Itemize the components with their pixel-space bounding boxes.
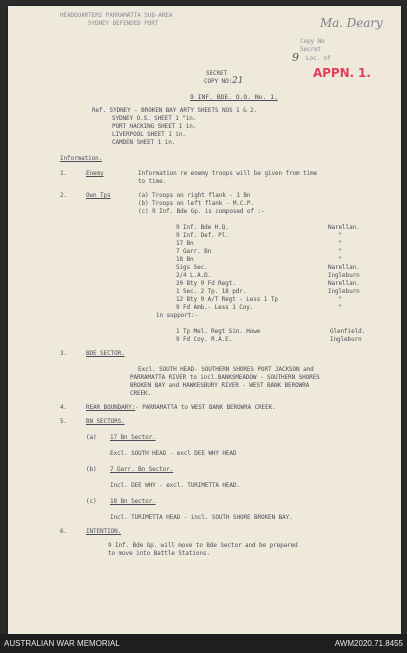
corner-hand-number: 9 [292, 51, 299, 64]
section-6-number: 6. [60, 528, 68, 535]
ref-line-3: PORT HACKING SHEET 1 in. [112, 123, 197, 130]
section-2-c: (c) 9 Inf. Bde Gp. is composed of :- [138, 208, 265, 215]
unit-4: 7 Garr. Bn [176, 248, 212, 255]
section-1-number: 1. [60, 170, 68, 177]
section-4-number: 4. [60, 404, 68, 411]
stamp-line-1: HEADQUARTERS PARRAMATTA SUB-AREA [60, 12, 173, 19]
section-5-c-title: 18 Bn Sector. [110, 498, 156, 505]
section-1-label: Enemy [86, 170, 104, 177]
section-4-label: REAR BOUNDARY: [86, 404, 136, 411]
order-title: 9 INF. BDE. O.O. No. 1. [190, 93, 278, 101]
section-5-c-text: Incl. TURIMETTA HEAD - incl. SOUTH SHORE BROKEN BAY. [110, 514, 293, 521]
section-5-number: 5. [60, 418, 68, 425]
section-5-a-text: Excl. SOUTH HEAD - excl DEE WHY HEAD [110, 450, 237, 457]
section-2-b: (b) Troops on left flank - M.C.P. [138, 200, 254, 207]
corner-typed-2: Secret [300, 46, 322, 53]
ref-line-1: Ref. SYDNEY - BROKEN BAY ARTY SHEETS NOS 1 & 2. [92, 107, 258, 114]
stamp-line-2: SYDNEY DEFENDED PORT [88, 20, 159, 27]
section-6-line-1: 9 Inf. Bde Gp. will move to Bde Sector and be prepared [108, 542, 298, 549]
unit-2: 9 Inf. Def. Pl. [176, 232, 229, 239]
ref-line-4: LIVERPOOL SHEET 1 in. [112, 131, 186, 138]
section-4-line [86, 404, 276, 411]
section-5-a-title: 17 Bn Sector. [110, 434, 156, 441]
copy-label: COPY NO: [204, 78, 233, 85]
ref-line-2: SYDNEY O.S. SHEET 1 "in. [112, 115, 197, 122]
section-4-text: - PARRAMATTA to WEST BANK BEROWRA CREEK. [135, 404, 276, 411]
section-5-b-text: Incl. DEE WHY - excl. TURIMETTA HEAD. [110, 482, 240, 489]
footer-institution: AUSTRALIAN WAR MEMORIAL [4, 639, 120, 648]
corner-typed-3: Loc. of [306, 55, 331, 62]
section-1-text-1: Information re enemy troops will be given from time [138, 170, 318, 177]
section-2-a: (a) Troops on right flank - 1 Bn [138, 192, 251, 199]
section-5-label: BN SECTORS. [86, 418, 125, 425]
unit-10: 12 Bty 9 A/T Regt - Less 1 Tp [176, 296, 278, 303]
section-2-label: Own Tps [86, 192, 111, 199]
support-unit-1: 1 Tp Mel. Regt Sin. Howe [176, 328, 261, 335]
unit-3: 17 Bn [176, 240, 194, 247]
section-3-line-3: BROKEN BAY and HAWKESBURY RIVER - WEST BANK BEROWRA [130, 382, 310, 389]
section-5-b-title: 7 Garr. Bn Sector. [110, 466, 174, 473]
unit-9: 1 Sec. 2 Tp. 18 pdr. [176, 288, 247, 295]
unit-8-location: Narellan. [328, 280, 360, 287]
section-3-line-2: PARRAMATTA RIVER to incl.BANKSMEADOW - SOUTHERN SHORES [130, 374, 320, 381]
unit-9-location: Ingleburn [328, 288, 360, 295]
document-page [8, 6, 401, 634]
appendix-mark: APPN. 1. [313, 66, 371, 80]
section-5-a-tag: (a) [86, 434, 97, 441]
archive-footer [0, 634, 407, 653]
unit-6-location: Narellan. [328, 264, 360, 271]
unit-7-location: Ingleburn [328, 272, 360, 279]
support-unit-2: 9 Fd Coy. R.A.E. [176, 336, 233, 343]
secret-label: SECRET [206, 70, 228, 77]
ref-line-5: CAMDEN SHEET 1 in. [112, 139, 176, 146]
section-1-text-2: to time. [138, 178, 167, 185]
unit-1-location: Narellan. [328, 224, 360, 231]
section-3-label: BDE SECTOR. [86, 350, 125, 357]
section-3-line-1: Excl. SOUTH HEAD- SOUTHERN SHORES PORT JACKSON and [138, 366, 314, 373]
unit-7: 2/4 L.A.D. [176, 272, 212, 279]
corner-typed-1: Copy No [300, 38, 325, 45]
unit-4-location: " [338, 248, 342, 255]
footer-accession-number: AWM2020.71.8455 [334, 639, 403, 648]
unit-11: 9 Fd Amb.- Less 1 Coy. [176, 304, 254, 311]
unit-11-location: " [338, 304, 342, 311]
unit-10-location: " [338, 296, 342, 303]
unit-5-location: " [338, 256, 342, 263]
support-unit-1-location: Glenfield. [330, 328, 366, 335]
section-3-number: 3. [60, 350, 68, 357]
copy-number-label [204, 78, 243, 85]
section-6-label: INTENTION. [86, 528, 122, 535]
section-3-line-4: CREEK. [130, 390, 152, 397]
support-label: in support:- [156, 312, 199, 319]
unit-5: 18 Bn [176, 256, 194, 263]
section-5-b-tag: (b) [86, 466, 97, 473]
information-heading: Information. [60, 155, 103, 162]
section-6-line-2: to move into Battle Stations. [108, 550, 210, 557]
unit-1: 9 Inf. Bde H.Q. [176, 224, 229, 231]
handwritten-name: Ma. Deary [320, 16, 383, 30]
section-2-number: 2. [60, 192, 68, 199]
copy-number: 21 [232, 76, 244, 86]
unit-8: 20 Bty 9 Fd Regt. [176, 280, 236, 287]
unit-3-location: " [338, 240, 342, 247]
support-unit-2-location: Ingleburn [330, 336, 362, 343]
unit-6: Sigs Sec. [176, 264, 208, 271]
unit-2-location: " [338, 232, 342, 239]
section-5-c-tag: (c) [86, 498, 97, 505]
